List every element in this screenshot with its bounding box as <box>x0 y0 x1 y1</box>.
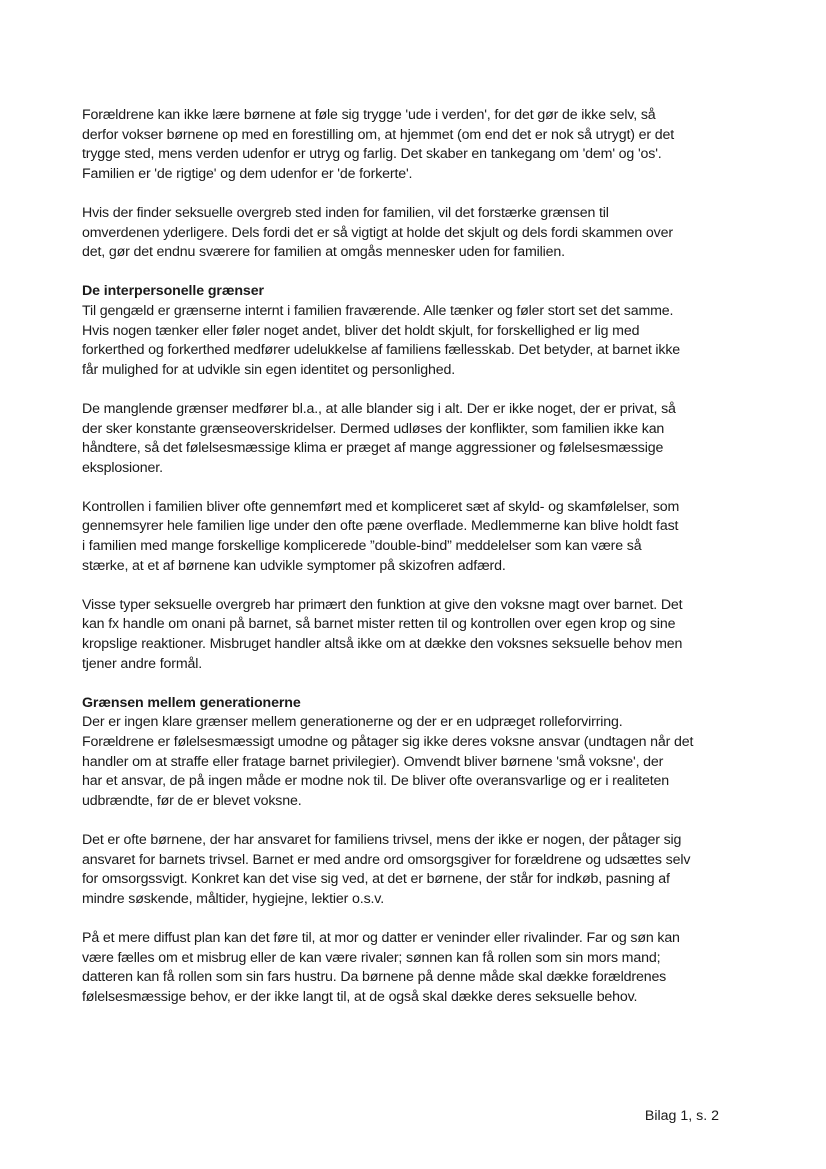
document-body <box>82 106 742 1027</box>
text-line: eksplosioner. <box>82 459 163 476</box>
text-line: stærke, at et af børnene kan udvikle symptomer på skizofren adfærd. <box>82 557 506 574</box>
paragraph <box>82 831 742 909</box>
section-heading: Grænsen mellem generationerne <box>82 694 301 711</box>
text-line: får mulighed for at udvikle sin egen identitet og personlighed. <box>82 361 456 378</box>
text-line: har et ansvar, de på ingen måde er modne nok til. De bliver ofte overansvarlige og er i realiteten <box>82 773 670 790</box>
paragraph <box>82 596 742 674</box>
text-line: omverdenen yderligere. Dels fordi det er så vigtigt at holde det skjult og dels fordi skammen over <box>82 224 673 241</box>
paragraph <box>82 400 742 478</box>
text-line: det, gør det endnu sværere for familien at omgås mennesker uden for familien. <box>82 244 565 261</box>
text-line: Visse typer seksuelle overgreb har primært den funktion at give den voksne magt over barnet. Det <box>82 596 683 613</box>
paragraph <box>82 204 742 263</box>
paragraph <box>82 929 742 1007</box>
text-line: kropslige reaktioner. Misbruget handler altså ikke om at dække den voksnes seksuelle behov men <box>82 636 683 653</box>
text-line: udbrændte, før de er blevet voksne. <box>82 792 302 809</box>
paragraph <box>82 106 742 184</box>
paragraph <box>82 498 742 576</box>
paragraph <box>82 282 742 380</box>
text-line: tjener andre formål. <box>82 655 203 672</box>
text-line: På et mere diffust plan kan det føre til, at mor og datter er veninder eller rivalinder. Far og søn kan <box>82 929 680 946</box>
text-line: Hvis nogen tænker eller føler noget andet, bliver det holdt skjult, for forskellighed er lig med <box>82 322 640 339</box>
text-line: mindre søskende, måltider, hygiejne, lektier o.s.v. <box>82 890 384 907</box>
text-line: håndtere, så det følelsesmæssige klima er præget af mange aggressioner og følelsesmæssige <box>82 440 664 457</box>
text-line: Forældrene kan ikke lære børnene at føle sig trygge 'ude i verden', for det gør de ikke selv, så <box>82 107 656 123</box>
text-line: følelsesmæssige behov, er der ikke langt til, at de også skal dække deres seksuelle behov. <box>82 988 638 1005</box>
text-line: i familien med mange forskellige komplicerede ”double-bind” meddelelser som kan være så <box>82 538 642 555</box>
page-number: Bilag 1, s. 2 <box>644 1108 719 1124</box>
text-line: for omsorgssvigt. Konkret kan det vise sig ved, at det er børnene, der står for indkøb, pasning af <box>82 871 670 888</box>
text-line: Der er ingen klare grænser mellem generationerne og der er en udpræget rolleforvirring. <box>82 714 623 731</box>
text-line: Det er ofte børnene, der har ansvaret for familiens trivsel, mens der ikke er nogen, der påtager sig <box>82 831 682 848</box>
text-line: De manglende grænser medfører bl.a., at alle blander sig i alt. Der er ikke noget, der er privat, så <box>82 400 676 417</box>
text-line: ansvaret for barnets trivsel. Barnet er med andre ord omsorgsgiver for forældrene og udsættes selv <box>82 851 691 868</box>
text-line: gennemsyrer hele familien lige under den ofte pæne overflade. Medlemmerne kan blive holdt fast <box>82 518 679 535</box>
text-line: kan fx handle om onani på barnet, så barnet mister retten til og kontrollen over egen krop og sine <box>82 616 676 633</box>
section-heading: De interpersonelle grænser <box>82 283 264 300</box>
text-line: trygge sted, mens verden udenfor er utryg og farlig. Det skaber en tankegang om 'dem' og 'os'. <box>82 146 662 163</box>
text-line: datteren kan få rollen som sin fars hustru. Da børnene på denne måde skal dække forældrenes <box>82 969 667 986</box>
text-line: Til gengæld er grænserne internt i familien fraværende. Alle tænker og føler stort set det samme. <box>82 302 674 319</box>
text-line: Kontrollen i familien bliver ofte gennemført med et kompliceret sæt af skyld- og skamfølelser, som <box>82 498 680 515</box>
text-line: der sker konstante grænseoverskridelser. Dermed udløses der konflikter, som familien ikke kan <box>82 420 665 437</box>
text-line: handler om at straffe eller fratage barnet privilegier). Omvendt bliver børnene 'små voksne', der <box>82 753 664 770</box>
text-line: forkerthed og forkerthed medfører udelukkelse af familiens fællesskab. Det betyder, at barnet ikke <box>82 342 681 359</box>
text-line: Familien er 'de rigtige' og dem udenfor er 'de forkerte'. <box>82 165 413 182</box>
text-line: derfor vokser børnene op med en forestilling om, at hjemmet (om end det er nok så utrygt) er det <box>82 126 675 143</box>
text-line: Hvis der finder seksuelle overgreb sted inden for familien, vil det forstærke grænsen til <box>82 204 609 221</box>
paragraph <box>82 694 742 812</box>
text-line: være fælles om et misbrug eller de kan være rivaler; sønnen kan få rollen som sin mors mand; <box>82 949 661 966</box>
text-line: Forældrene er følelsesmæssigt umodne og påtager sig ikke deres voksne ansvar (undtagen når det <box>82 734 694 750</box>
